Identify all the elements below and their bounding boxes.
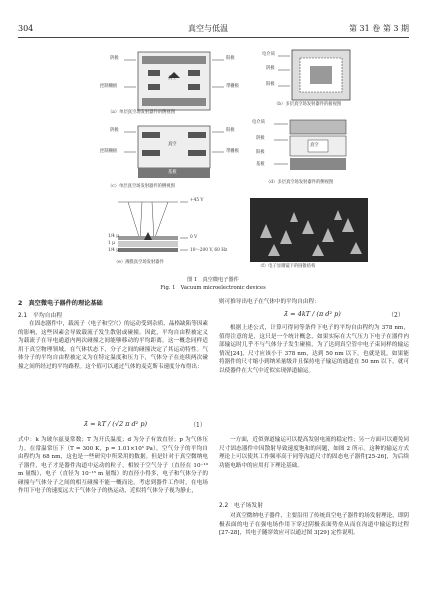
panel-d-caption: （d）多层真空场发射器件的侧视图 [266,180,334,185]
figure-panel-b [262,48,372,110]
panel-d-diagram [252,114,378,190]
page-number: 304 [18,24,34,33]
volume-issue: 第 31 卷 第 3 期 [349,24,409,33]
voltage-zero: 0 V [190,235,198,240]
label-dielectric: 电介质 [262,52,275,57]
label-anode: 阳极 [226,128,235,133]
label-dielectric: 电介质 [252,120,265,125]
voltage-ac: 10～200 V, 60 Hz [190,248,228,253]
voltage-anode: +45 V [190,198,204,203]
panel-c-caption: （c）单层真空场发射器件的侧视图 [108,184,175,189]
right-paragraph-1 [219,298,409,307]
figure-title-cn: 图 1 真空微电子器件 [187,277,239,283]
label-control-gate: 控制栅极 [100,84,118,89]
right-paragraph-4 [219,512,409,582]
paragraph-text: 一方面，近似弹道输运可以提高发射电流的稳定性；另一方面可以避免同尺寸固态器件中因散射导致速度饱和的问题，如图 2 所示。这种的输运方式理论上可以使其工作频率高于同等沟道尺寸的固态电子器件[25-26]，为后续功能电路中的应用打下理论基础。 [219,437,409,469]
figure-title-en: Fig. 1 Vacuum microelectronic devices [160,285,266,291]
figure-panel-e [108,198,258,268]
section-title: 2 真空微电子器件的理论基础 [18,300,103,307]
thickness-2: 1 μ [108,241,115,246]
paragraph-text: 对真空微纳电子器件，主要沿用了传统真空电子器件的场发射理论，即阴极表面的电子在强电场作用下穿过阴极表面势垒从而在沟道中输运的过程[27-28]，其电子隧穿效应可以通过图 3[29] 定性说明。 [219,513,409,536]
figure-panel-c [100,122,250,192]
panel-b-diagram [262,48,372,110]
label-cathode: 阴极 [266,66,275,71]
label-vacuum: 真空 [168,142,177,147]
label-cathode: 阴极 [110,56,119,61]
paragraph-text: 则可推导出电子在气体中的平均自由程： [219,299,320,305]
left-paragraph-2 [18,436,208,582]
label-cathode: 阴极 [256,136,265,141]
panel-b-caption: （b）多层真空场发射器件的俯视图 [274,102,342,107]
label-control-gate: 控制栅极 [100,149,118,154]
label-vacuum: 真空 [310,143,319,148]
label-band-gate: 带栅极 [226,149,239,154]
figure-panel-d [252,114,378,190]
figure-panel-a [100,48,250,116]
panel-f-caption: （f）电子显微镜下的圆锥结构 [258,264,316,269]
journal-name: 真空与低温 [188,24,228,33]
right-paragraph-2 [219,324,409,434]
subsection-title-1: 2.1 平均自由程 [18,313,63,319]
subsection-title-2: 2.2 电子场发射 [219,503,264,509]
equation-1-number: （1） [190,422,206,429]
sem-cones-image [250,198,368,262]
left-paragraph-1 [18,320,208,420]
thickness-3: 1/4 μ [108,248,120,253]
thickness-1: 1/4 μ [108,234,120,239]
panel-e-caption: （e）薄膜真空场发射器件 [114,260,164,265]
label-substrate: 基板 [168,170,177,175]
label-anode: 阳极 [226,56,235,61]
right-paragraph-3 [219,436,409,494]
header-rule [18,37,409,38]
label-vacuum: 真空 [168,76,177,81]
sem-photo [250,198,368,262]
equation-2: λ̄ = 4kT / (π d² p) [284,310,341,318]
paragraph-text: 根据上述公式，计算可得同等条件下电子的平均自由程约为 378 nm，值得注意的是，这只是一个统计概念，如果实际在大气压力下电子在器件内部输运时几乎不与气体分子发生碰撞，为了达到真空管中电子束同样的输运情况[24]，尺寸应该小于 378 nm，达到 50 nm 以下。也就是说，如果能将器件的尺寸缩小到纳米量级并且保持电子输运的通道在 50 nm 以下，就可以使器件在大气中近似实现弹道输运。 [219,325,409,374]
equation-2-number: （2） [388,312,404,319]
label-substrate: 基板 [256,162,265,167]
equation-1: λ̄ = kT / (√2 π d² p) [84,420,148,428]
panel-e-diagram [108,198,258,268]
page-header [18,22,409,36]
label-anode: 阳极 [256,150,265,155]
label-anode: 阳极 [266,82,275,87]
paragraph-text: 式中：k 为玻尔兹曼常数；T 为开氏温度；d 为分子有效直径；p 为气体压力。在常温常压下（T = 300 K，p = 1.01×10⁵ Pa），空气分子的平均自由程约为 68 nm，这也是一些研究中所采用的数据。但是针对于真空微纳电子器件，电子才是器件沟道中运动的粒子，相较于空气分子（直径在 10⁻¹⁰ m 量级），电子（直径为 10⁻¹⁵ m 量级）的直径小得多，电子和气体分子的碰撞与气体分子之间的相互碰撞不能一概而论。考虑到器件工作时，在电场作用下电子的速度远大于气体分子的热运动，近似将气体分子视为静止， [18,437,208,494]
paragraph-text: 在固态器件中，载流子（电子和空穴）的运动受到杂质、晶格缺陷等因素的影响，这些因素会导致载流子发生散射或碰撞。因此，平均自由程被定义为载流子在导电通道内两次碰撞之间能够移动的平均距离。这一概念同样适用于真空物理领域。在气体状态下，分子之间的碰撞决定了其运动特性。气体分子的平均自由程被定义为在特定温度和压力下，气体分子在连续两次碰撞之间所经过的平均路程。这个值可以通过气体的麦克斯韦速度分布得出： [18,321,208,370]
label-cathode: 阴极 [110,128,119,133]
label-band-gate: 带栅极 [226,84,239,89]
panel-a-caption: （a）单层真空场发射器件的侧视图 [108,110,176,115]
